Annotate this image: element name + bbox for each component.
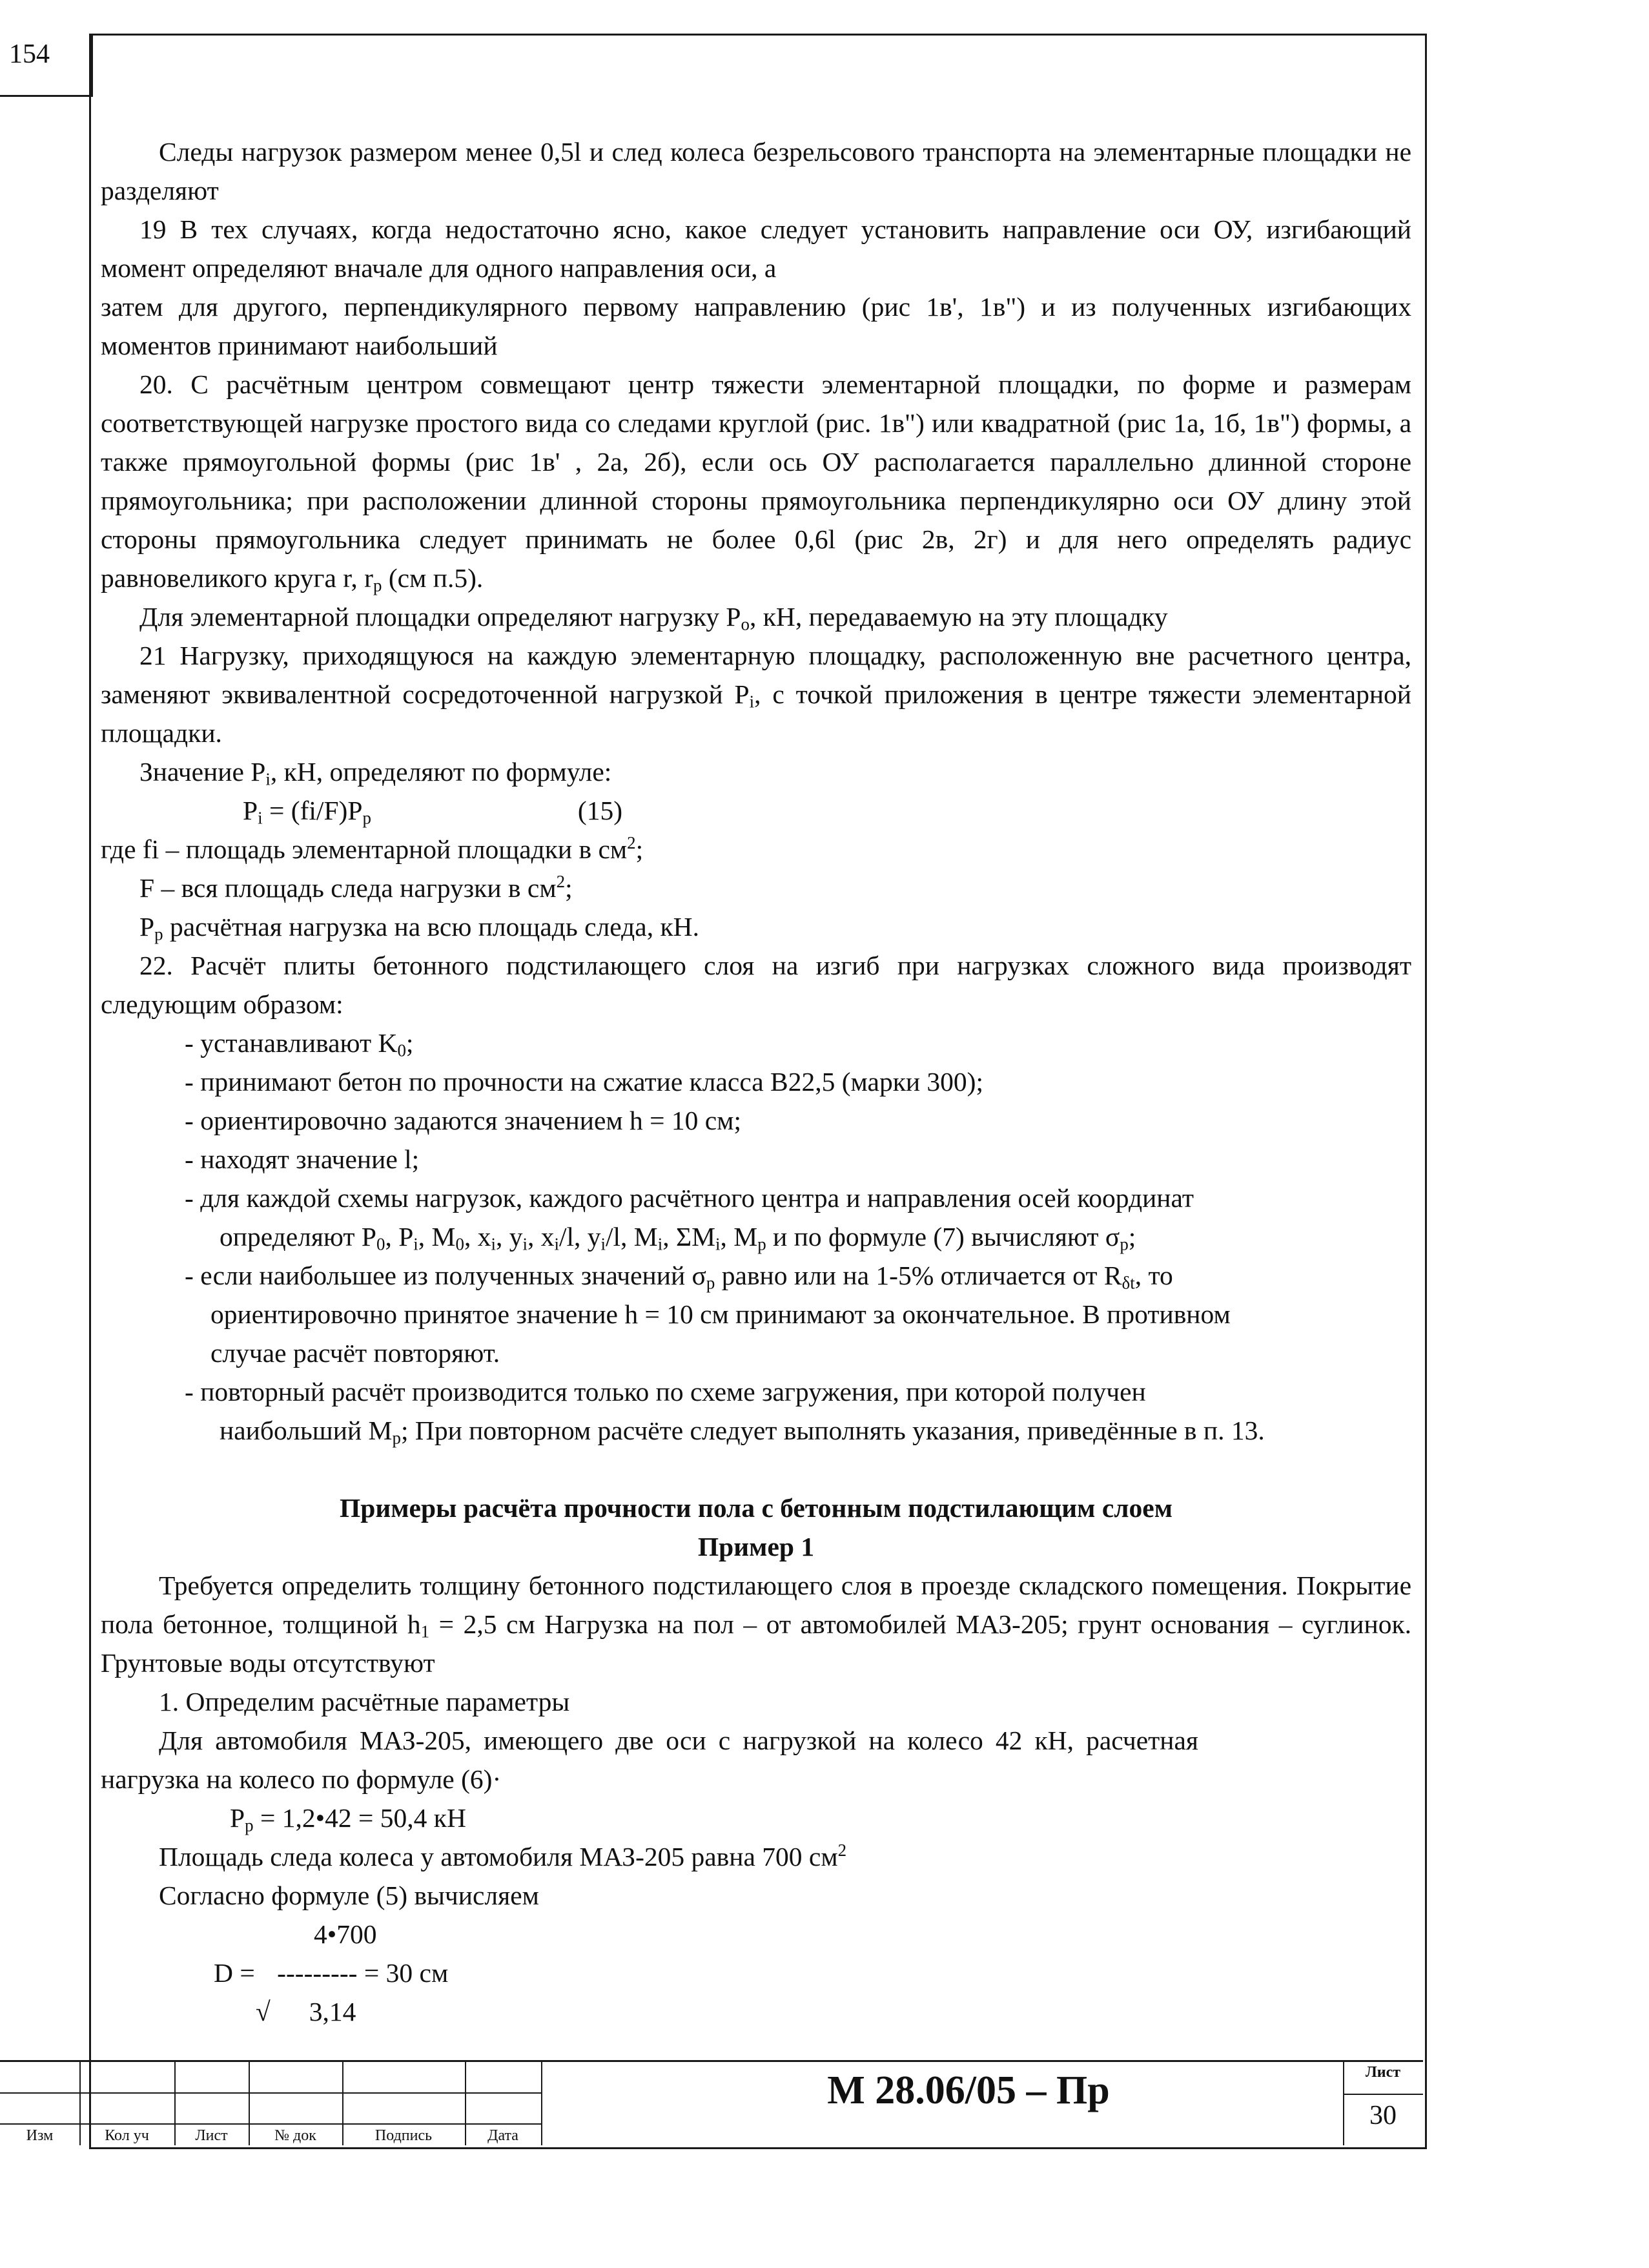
list-item: - устанавливают $K_0$; [185,1028,414,1060]
paragraph-20: 20. С расчётным центром совмещают центр тяжести элементарной площадки, по форме и размерам соответствующей нагрузке простого вида со следами круглой (рис. 1в") или квадратной (рис 1а, 1б, 1в") формы, а также прямоугольной формы (рис 1в' , 2а, 2б), если ось ОУ располагается параллельно длинной стороне прямоугольника; при расположении длинной стороны прямоугольника перпендикулярно оси ОУ длину этой стороны прямоугольника следует принимать не более 0,6l (рис 2в, 2г) и для него определять радиус равновеликого круга r, $r_p$ (см п.5). [101,369,1411,595]
title-block-col-date: Дата [487,2127,518,2144]
formula-pp: $P_p$ = 1,2•42 = 50,4 кН [230,1803,466,1835]
paragraph-pi-value: Значение $P_i$, кН, определяют по формуле: [139,757,612,789]
section-heading: Примеры расчёта прочности пола с бетонным подстилающим слоем [340,1493,1173,1523]
paragraph-19-cont: затем для другого, перпендикулярного первому направлению (рис 1в', 1в") и из полученных изгибающих моментов принимают наибольший [101,292,1411,360]
title-block-col-change: Изм [26,2127,54,2144]
list-item: - находят значение l; [185,1144,420,1174]
example-task: Требуется определить толщину бетонного подстилающего слоя в проезде складского помещения. Покрытие пола бетонное, толщиной $h_1 = 2,5$ см Нагрузка на пол – от автомобилей МАЗ-205; грунт основания – суглинок. Грунтовые воды отсутствуют [101,1571,1412,1678]
example-area: Площадь следа колеса у автомобиля МАЗ-205 равна 700 $см^2$ [159,1840,847,1871]
formula-d-denominator: √ 3,14 [256,1997,356,2026]
title-block-col-sheet: Лист [195,2127,228,2144]
document-body [101,132,1411,2031]
example-step-1: 1. Определим расчётные параметры [159,1687,570,1716]
title-block-col-signature: Подпись [374,2127,433,2144]
paragraph-po: Для элементарной площадки определяют нагрузку $P_o$, кН, передаваемую на эту площадку [139,602,1168,634]
example-load-text: Для автомобиля МАЗ-205, имеющего две оси с нагрузкой на колесо 42 кН, расчетная нагрузка на колесо по формуле (6)· [101,1726,1198,1794]
where-fi: где fi – площадь элементарной площадки в $см^2$; [101,833,644,864]
formula-15: $P_i = (fi/F)P_p$ (15) [243,796,623,828]
title-block-col-docno: № док [274,2127,316,2144]
list-item: - если наибольшее из полученных значений $\sigma_p$ равно или на 1-5% отличается от $R_{\delta t}$, то ориентировочно принятое значение h = 10 см принимают за окончательное. В противном случае расчёт повторяют. [185,1261,1231,1368]
sheet-label: Лист [1365,2064,1401,2081]
example-heading: Пример 1 [697,1532,815,1562]
list-item: - ориентировочно задаются значением h = 10 см; [185,1106,742,1135]
paragraph-traces: Следы нагрузок размером менее 0,5l и след колеса безрельсового транспорта на элементарные площадки не разделяют [101,137,1411,205]
paragraph-19: 19 В тех случаях, когда недостаточно ясно, какое следует установить направление оси ОУ, изгибающий момент определяют вначале для одного направления оси, а [101,214,1411,283]
list-item: - принимают бетон по прочности на сжатие класса В22,5 (марки 300); [185,1067,984,1097]
where-F: F – вся площадь следа нагрузки в $см^2$; [139,872,573,903]
paragraph-21: 21 Нагрузку, приходящуюся на каждую элементарную площадку, расположенную вне расчетного центра, заменяют эквивалентной сосредоточенной нагрузкой $P_i$, с точкой приложения в центре тяжести элементарной площадки. [101,641,1411,748]
formula-d [101,1915,1411,2031]
formula-d-main: D = --------- = 30 см [214,1958,449,1988]
sheet-number: 30 [1369,2101,1397,2130]
title-block-col-qty: Кол уч [105,2127,149,2144]
list-item: - повторный расчёт производится только по схеме загружения, при которой получен наибольший $M_p$; При повторном расчёте следует выполнять указания, приведённые в п. 13. [185,1377,1265,1448]
page-number: 154 [9,39,50,69]
example-compute: Согласно формуле (5) вычисляем [159,1881,539,1910]
paragraph-22: 22. Расчёт плиты бетонного подстилающего слоя на изгиб при нагрузках сложного вида производят следующим образом: [101,951,1411,1019]
procedure-list [101,1024,1282,1450]
list-item: - для каждой схемы нагрузок, каждого расчётного центра и направления осей координат определяют $P_0$, $P_i$, $M_0$, $x_i$, $y_i$, $x_i/l$, $y_i/l$, $M_i$, $\Sigma M_i$, $M_p$ и по формуле (7) вычисляют $\sigma_p$; [185,1183,1194,1254]
formula-d-numerator: 4•700 [314,1919,377,1949]
where-Pp: $P_p$ расчётная нагрузка на всю площадь следа, кН. [139,912,699,944]
document-code: М 28.06/05 – Пр [827,2068,1110,2112]
